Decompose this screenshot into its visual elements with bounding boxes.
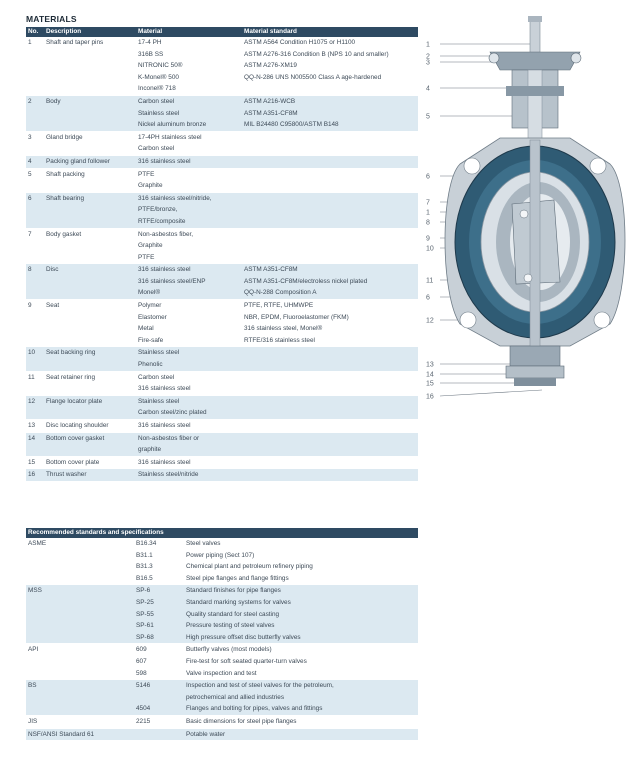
standards-description: Power piping (Sect 107) [186,551,255,559]
row-description: Shaft packing [46,170,85,178]
row-material: Elastomer [138,313,167,321]
row-number: 13 [28,422,36,429]
row-standard: PTFE, RTFE, UHMWPE [244,302,314,310]
row-description: Shaft bearing [46,194,85,202]
callout-number: 14 [426,371,434,379]
row-description: Seat retainer ring [46,373,96,381]
standards-org: API [28,646,39,654]
row-number: 2 [28,97,32,105]
row-standard: ASTM A351-CF8M [244,266,298,274]
row-standard [244,420,418,432]
row-material: Metal [138,325,154,333]
row-material: PTFE/bronze, [138,206,178,214]
row-material: PTFE [138,170,155,178]
row-number: 4 [28,157,32,165]
row-standard: ASTM A351-CF8M [244,109,298,117]
standards-description: Pressure testing of steel valves [186,622,275,630]
row-standard [244,444,418,456]
row-description: Thrust washer [46,471,87,479]
row-standard [244,156,418,168]
standards-org: NSF/ANSI Standard 61 [28,730,95,738]
row-material: 316 stainless steel/ENP [138,277,206,285]
materials-row [26,131,418,155]
row-material: Carbon steel/zinc plated [138,409,207,417]
callout-number: 12 [426,317,434,325]
row-description: Shaft and taper pins [46,39,104,46]
materials-row [26,95,418,131]
row-number: 7 [28,230,32,238]
row-standard [244,143,418,155]
materials-row [26,371,418,395]
valve-cutaway-figure [420,14,636,414]
standards-code: SP-55 [136,610,154,618]
standards-code: SP-25 [136,598,154,606]
row-material: 316 stainless steel [138,458,191,466]
callout-number: 6 [426,173,430,181]
row-number: 15 [28,458,36,466]
row-standard [244,193,418,205]
header-material: Material [138,27,244,37]
row-material: Carbon steel [138,145,175,153]
standards-code: 4504 [136,705,151,713]
standards-code: 598 [136,669,147,677]
row-material: Graphite [138,182,163,190]
gland-bridge [489,52,581,140]
row-number: 10 [28,349,36,357]
row-material: Phenolic [138,361,163,369]
standards-description: Quality standard for steel casting [186,610,280,618]
standards-org: BS [28,682,37,690]
standards-description: Standard marking systems for valves [186,598,291,606]
standards-description: High pressure offset disc butterfly valves [186,633,301,641]
callout-number: 9 [426,235,430,243]
row-material: 316 stainless steel [138,385,191,393]
standards-code [136,692,186,704]
callout-number: 10 [426,245,434,253]
materials-row [26,469,418,482]
standards-code: B16.5 [136,574,153,582]
row-number: 6 [28,194,32,202]
row-number: 1 [28,39,32,46]
callout-number: 1 [426,209,430,217]
materials-header-row [26,27,418,37]
row-number: 16 [28,471,36,479]
row-material: 316 stainless steel/nitride, [138,194,212,202]
row-material: Stainless steel [138,397,180,405]
materials-row [26,264,418,300]
callout-number: 5 [426,113,430,121]
callout-number: 16 [426,393,434,401]
standards-header-row [26,528,418,538]
row-description: Gland bridge [46,133,83,141]
row-standard: QQ-N-286 UNS N005500 Class A age-hardened [244,73,382,81]
row-standard: ASTM A276-XM19 [244,62,297,70]
row-standard [244,433,418,445]
row-standard: MIL B24480 C95800/ASTM B148 [244,121,339,129]
row-number: 14 [28,434,36,442]
standards-group-row [26,715,418,728]
row-material: 316 stainless steel [138,157,191,165]
standards-org: MSS [28,587,42,595]
standards-group-row [26,538,418,585]
row-standard: ASTM A564 Condition H1075 or H1100 [244,39,356,46]
standards-org: ASME [28,540,47,547]
row-material: Stainless steel [138,109,180,117]
row-number: 12 [28,397,36,405]
row-material: Carbon steel [138,97,175,105]
row-standard [244,240,418,252]
row-material: Stainless steel [138,349,180,357]
row-material: graphite [138,446,162,454]
standards-code: B16.34 [136,540,157,547]
row-standard: 316 stainless steel, Monel® [244,325,323,333]
row-standard: ASTM A216-WCB [244,97,296,105]
row-material: K-Monel® 500 [138,73,179,81]
materials-row [26,228,418,264]
row-material: Non-asbestos fiber or [138,434,200,442]
row-standard: ASTM A351-CF8M/electroless nickel plated [244,277,368,285]
standards-group-row [26,644,418,680]
row-number: 8 [28,266,32,274]
standards-table [26,528,418,741]
standards-description: petrochemical and allied industries [186,693,285,701]
row-description: Packing gland follower [46,157,110,165]
standards-group-row [26,585,418,644]
row-standard [244,383,418,395]
row-standard [244,347,418,359]
materials-row [26,155,418,168]
materials-table [26,27,418,482]
row-material: RTFE/composite [138,217,186,225]
materials-row [26,300,418,347]
row-material: 316B SS [138,50,164,58]
row-description: Disc [46,266,59,274]
standards-description: Fire-test for soft seated quarter-turn valves [186,657,307,665]
row-standard [244,396,418,408]
row-description: Body [46,97,61,105]
row-standard [244,457,418,469]
materials-row [26,192,418,228]
row-standard [244,180,418,192]
callout-number: 3 [426,59,430,67]
standards-code: SP-68 [136,633,154,641]
standards-code: B31.1 [136,551,153,559]
standards-description: Steel valves [186,540,221,547]
callout-number: 11 [426,277,434,285]
row-description: Body gasket [46,230,82,238]
materials-row [26,168,418,192]
row-standard [244,204,418,216]
header-no: No. [26,27,46,37]
row-standard: ASTM A276-316 Condition B (NPS 10 and smaller) [244,50,389,58]
row-material: Fire-safe [138,336,164,344]
standards-body [26,538,418,741]
row-material: PTFE [138,253,155,261]
standards-code: 5146 [136,682,151,690]
row-material: 316 stainless steel [138,422,191,429]
standards-description: Potable water [186,730,226,738]
materials-row [26,456,418,469]
callout-number: 6 [426,294,430,302]
standards-code: 2215 [136,717,151,725]
row-material: 316 stainless steel [138,266,191,274]
row-material: Polymer [138,302,162,310]
callout-number: 8 [426,219,430,227]
callout-number: 7 [426,199,430,207]
materials-row [26,347,418,371]
row-standard [244,169,418,181]
row-description: Seat [46,302,60,310]
standards-description: Basic dimensions for steel pipe flanges [186,717,297,725]
row-standard: QQ-N-288 Composition A [244,289,317,297]
callout-number: 1 [426,41,430,49]
standards-code [136,729,186,741]
standards-group-row [26,680,418,716]
row-material: 17-4PH stainless steel [138,133,202,141]
row-standard [244,216,418,228]
row-material: 17-4 PH [138,39,162,46]
standards-description: Chemical plant and petroleum refinery piping [186,563,313,571]
callout-number: 15 [426,380,434,388]
standards-group-row [26,728,418,741]
row-material: Nickel aluminum bronze [138,121,207,129]
row-material: NITRONIC 50® [138,62,183,70]
standards-code: SP-6 [136,587,151,595]
row-description: Bottom cover gasket [46,434,105,442]
standards-code: 609 [136,646,147,654]
materials-body [26,37,418,481]
standards-description: Valve inspection and test [186,669,257,677]
standards-code: SP-61 [136,622,154,630]
row-standard [244,83,418,95]
callout-number: 2 [426,53,430,61]
materials-row [26,395,418,419]
row-material: Graphite [138,242,163,250]
row-material: Non-asbestos fiber, [138,230,194,238]
row-description: Seat backing ring [46,349,96,357]
materials-title: MATERIALS [26,14,77,24]
row-standard [244,359,418,371]
standards-org: JIS [28,717,38,725]
standards-description: Inspection and test of steel valves for the petroleum, [186,682,334,690]
standards-code: B31.3 [136,563,153,571]
standards-code: 607 [136,657,147,665]
callout-labels [426,42,434,401]
materials-row [26,37,418,95]
row-standard [244,252,418,264]
row-standard: NBR, EPDM, Fluoroelastomer (FKM) [244,313,349,321]
row-standard [244,229,418,241]
row-standard [244,372,418,384]
standards-title: Recommended standards and specifications [26,528,418,538]
bottom-cover [506,346,564,386]
row-material: Inconel® 718 [138,85,176,93]
row-number: 5 [28,170,32,178]
row-material: Carbon steel [138,373,175,381]
row-material: Monel® [138,289,161,297]
callout-number: 13 [426,361,434,369]
standards-description: Steel pipe flanges and flange fittings [186,574,289,582]
standards-description: Standard finishes for pipe flanges [186,587,281,595]
header-description: Description [46,27,138,37]
row-number: 11 [28,373,35,381]
row-standard [244,132,418,144]
callout-number: 4 [426,85,430,93]
materials-row [26,420,418,433]
header-standard: Material standard [244,27,418,37]
materials-row [26,432,418,456]
row-number: 9 [28,302,32,310]
row-description: Flange locator plate [46,397,103,405]
row-description: Bottom cover plate [46,458,100,466]
row-standard [244,469,418,481]
row-description: Disc locating shoulder [46,422,109,429]
standards-description: Flanges and bolting for pipes, valves and fittings [186,705,323,713]
row-number: 3 [28,133,32,141]
row-material: Stainless steel/nitride [138,471,199,479]
row-standard [244,407,418,419]
standards-description: Butterfly valves (most models) [186,646,272,654]
row-standard: RTFE/316 stainless steel [244,336,315,344]
